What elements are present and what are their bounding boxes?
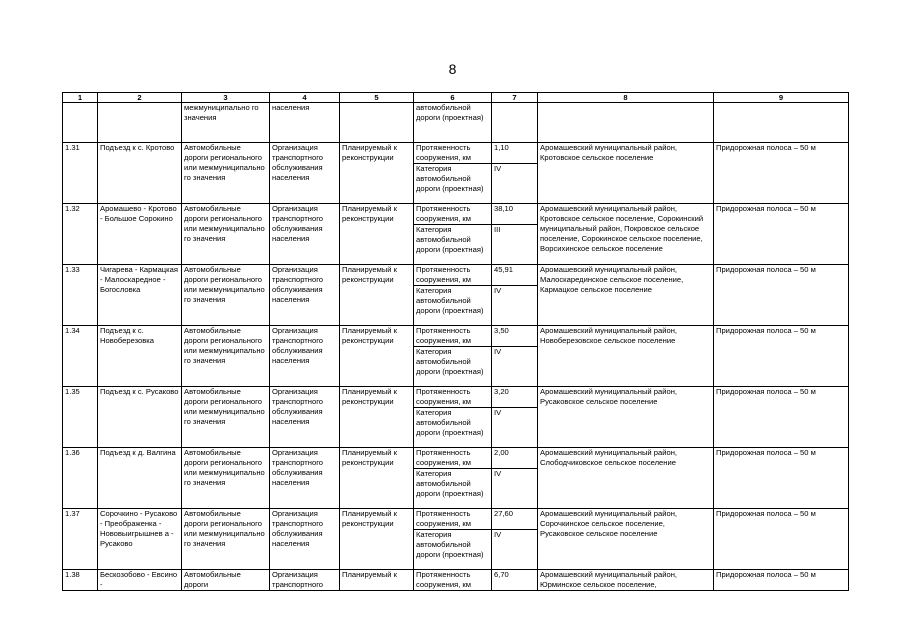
cell-location: Аромашевский муниципальный район, Русаковское сельское поселение xyxy=(538,387,714,448)
cell-location: Аромашевский муниципальный район, Сорочкинское сельское поселение, Русаковское сельское поселение xyxy=(538,509,714,570)
cell-zone: Придорожная полоса – 50 м xyxy=(714,570,849,591)
cell-type: Автомобильные дороги регионального или межмуниципально го значения xyxy=(182,509,270,570)
cell-param: Категория автомобильной дороги (проектная) xyxy=(414,347,492,387)
cell xyxy=(340,103,414,143)
header-cell: 9 xyxy=(714,93,849,103)
cell-type: Автомобильные дороги регионального или межмуниципально го значения xyxy=(182,326,270,387)
cell-name: Сорочкино - Русаково - Преображенка - Нововыигрышнев а - Русаково xyxy=(98,509,182,570)
cell-purpose: Организация транспортного обслуживания населения xyxy=(270,387,340,448)
cell-number: 1.37 xyxy=(63,509,98,570)
cell-type: Автомобильные дороги регионального или межмуниципально го значения xyxy=(182,448,270,509)
cell-param: Протяженность сооружения, км xyxy=(414,143,492,164)
cell-value: IV xyxy=(492,469,538,509)
cell-param: Протяженность сооружения, км xyxy=(414,509,492,530)
cell-name: Подъезд к с. Русаково xyxy=(98,387,182,448)
table-row xyxy=(63,509,849,530)
table-row xyxy=(63,204,849,225)
cell-zone: Придорожная полоса – 50 м xyxy=(714,509,849,570)
cell-purpose: Организация транспортного обслуживания населения xyxy=(270,326,340,387)
cell-type: Автомобильные дороги регионального или межмуниципально го значения xyxy=(182,387,270,448)
cell-location: Аромашевский муниципальный район, Новоберезовское сельское поселение xyxy=(538,326,714,387)
cell-number: 1.32 xyxy=(63,204,98,265)
cell-name: Аромашево - Кротово - Большое Сорокино xyxy=(98,204,182,265)
cell-value: 38,10 xyxy=(492,204,538,225)
header-cell: 6 xyxy=(414,93,492,103)
cell-type: Автомобильные дороги регионального или межмуниципально го значения xyxy=(182,265,270,326)
cell-value: IV xyxy=(492,347,538,387)
cell-zone: Придорожная полоса – 50 м xyxy=(714,204,849,265)
cell-zone: Придорожная полоса – 50 м xyxy=(714,448,849,509)
header-cell: 4 xyxy=(270,93,340,103)
cell-status: Планируемый к реконструкции xyxy=(340,509,414,570)
cell xyxy=(98,103,182,143)
page-number: 8 xyxy=(448,61,457,77)
table-row xyxy=(63,387,849,408)
header-cell: 3 xyxy=(182,93,270,103)
table-row xyxy=(63,326,849,347)
cell xyxy=(63,103,98,143)
header-cell: 7 xyxy=(492,93,538,103)
cell-name: Бескозобово - Евсино - xyxy=(98,570,182,591)
cell-param: Категория автомобильной дороги (проектная) xyxy=(414,530,492,570)
cell-param: Протяженность сооружения, км xyxy=(414,204,492,225)
cell-location: Аромашевский муниципальный район, Малоскарединское сельское поселение, Кармацкое сельское поселение xyxy=(538,265,714,326)
cell-name: Подъезд к с. Новоберезовка xyxy=(98,326,182,387)
header-cell: 8 xyxy=(538,93,714,103)
cell-zone: Придорожная полоса – 50 м xyxy=(714,326,849,387)
cell-value: 45,91 xyxy=(492,265,538,286)
cell-location: Аромашевский муниципальный район, Кротовское сельское поселение xyxy=(538,143,714,204)
table-row xyxy=(63,570,849,591)
cell-value: 6,70 xyxy=(492,570,538,591)
cell-location: Аромашевский муниципальный район, Кротовское сельское поселение, Сорокинский муниципальный район, Покровское сельское поселение, Сорокинское сельское поселение, Ворсихинское сельское поселение xyxy=(538,204,714,265)
cell-name: Подъезд к д. Валгина xyxy=(98,448,182,509)
cell-param: Категория автомобильной дороги (проектная) xyxy=(414,408,492,448)
cell-param: Категория автомобильной дороги (проектная) xyxy=(414,286,492,326)
cell-status: Планируемый к реконструкции xyxy=(340,326,414,387)
cell-param: Протяженность сооружения, км xyxy=(414,326,492,347)
cell-param: Категория автомобильной дороги (проектная) xyxy=(414,469,492,509)
cell-value: 3,20 xyxy=(492,387,538,408)
cell-number: 1.31 xyxy=(63,143,98,204)
cell-param: Категория автомобильной дороги (проектная) xyxy=(414,164,492,204)
cell-value: 1,10 xyxy=(492,143,538,164)
objects-table xyxy=(62,92,849,591)
cell-status: Планируемый к реконструкции xyxy=(340,204,414,265)
header-cell: 1 xyxy=(63,93,98,103)
cell-param: Категория автомобильной дороги (проектная) xyxy=(414,225,492,265)
cell-param: Протяженность сооружения, км xyxy=(414,387,492,408)
cell-value: 3,50 xyxy=(492,326,538,347)
cell-status: Планируемый к реконструкции xyxy=(340,265,414,326)
cell-type: Автомобильные дороги регионального или межмуниципально го значения xyxy=(182,204,270,265)
cell-value: IV xyxy=(492,286,538,326)
cell-location: Аромашевский муниципальный район, Юрминское сельское поселение, xyxy=(538,570,714,591)
header-cell: 2 xyxy=(98,93,182,103)
cell-number: 1.33 xyxy=(63,265,98,326)
table-row xyxy=(63,143,849,164)
cell-purpose: Организация транспортного xyxy=(270,570,340,591)
cell-number: 1.34 xyxy=(63,326,98,387)
cell-value: IV xyxy=(492,164,538,204)
cell-type: Автомобильные дороги xyxy=(182,570,270,591)
cell-purpose: Организация транспортного обслуживания населения xyxy=(270,143,340,204)
cell xyxy=(538,103,714,143)
cell-value: IV xyxy=(492,408,538,448)
cell-value: 2,00 xyxy=(492,448,538,469)
table-row xyxy=(63,448,849,469)
cell-status: Планируемый к реконструкции xyxy=(340,387,414,448)
cell-purpose: Организация транспортного обслуживания населения xyxy=(270,265,340,326)
table-row xyxy=(63,265,849,286)
cell-purpose: Организация транспортного обслуживания населения xyxy=(270,448,340,509)
cell-purpose: Организация транспортного обслуживания населения xyxy=(270,204,340,265)
cell-param: Протяженность сооружения, км xyxy=(414,265,492,286)
cell-value: 27,60 xyxy=(492,509,538,530)
cell-location: Аромашевский муниципальный район, Слободчиковское сельское поселение xyxy=(538,448,714,509)
cell xyxy=(714,103,849,143)
continuation-row xyxy=(63,103,849,143)
cell-number: 1.35 xyxy=(63,387,98,448)
cell-purpose: населения xyxy=(270,103,340,143)
cell-name: Чигарева - Кармацкая - Малоскаредное - Богословка xyxy=(98,265,182,326)
cell-type: межмуниципально го значения xyxy=(182,103,270,143)
cell-number: 1.36 xyxy=(63,448,98,509)
cell-param: Протяженность сооружения, км xyxy=(414,570,492,591)
cell-param: автомобильной дороги (проектная) xyxy=(414,103,492,143)
cell xyxy=(492,103,538,143)
cell-zone: Придорожная полоса – 50 м xyxy=(714,143,849,204)
cell-value: IV xyxy=(492,530,538,570)
cell-zone: Придорожная полоса – 50 м xyxy=(714,387,849,448)
cell-purpose: Организация транспортного обслуживания населения xyxy=(270,509,340,570)
cell-number: 1.38 xyxy=(63,570,98,591)
cell-param: Протяженность сооружения, км xyxy=(414,448,492,469)
cell-type: Автомобильные дороги регионального или межмуниципально го значения xyxy=(182,143,270,204)
header-cell: 5 xyxy=(340,93,414,103)
cell-name: Подъезд к с. Кротово xyxy=(98,143,182,204)
cell-zone: Придорожная полоса – 50 м xyxy=(714,265,849,326)
cell-value: III xyxy=(492,225,538,265)
cell-status: Планируемый к реконструкции xyxy=(340,143,414,204)
cell-status: Планируемый к реконструкции xyxy=(340,448,414,509)
cell-status: Планируемый к xyxy=(340,570,414,591)
header-row xyxy=(63,93,849,103)
